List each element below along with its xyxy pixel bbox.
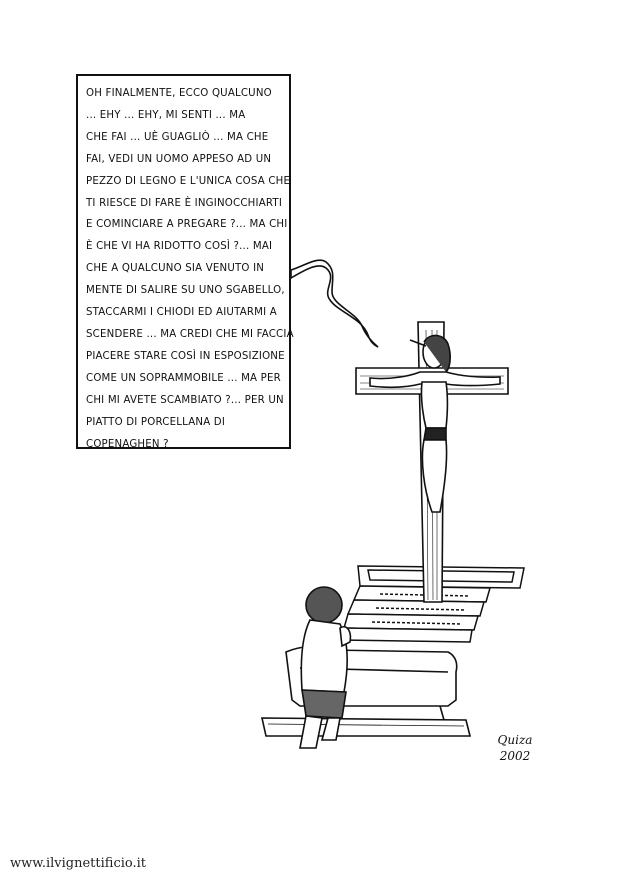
bubble-line: STACCARMI I CHIODI ED AIUTARMI A <box>86 307 277 319</box>
bubble-line: E COMINCIARE A PREGARE ?... MA CHI <box>86 219 288 231</box>
bubble-line: CHE FAI ... UÈ GUAGLIÒ ... MA CHE <box>86 131 269 143</box>
bubble-line: MENTE DI SALIRE SU UNO SGABELLO, <box>86 285 285 297</box>
bubble-line: PEZZO DI LEGNO E L'UNICA COSA CHE <box>86 175 291 187</box>
crucified-figure <box>370 335 500 512</box>
bubble-line: COPENAGHEN ? <box>86 438 169 450</box>
artist-signature <box>490 732 540 764</box>
signature-name: Quiza <box>497 733 533 747</box>
speech-bubble-tail <box>291 260 378 347</box>
bubble-line: OH FINALMENTE, ECCO QUALCUNO <box>86 88 272 99</box>
kneeler-bench <box>262 646 470 736</box>
bubble-line: PIATTO DI PORCELLANA DI <box>86 416 226 428</box>
bubble-line: PIACERE STARE COSÌ IN ESPOSIZIONE <box>86 350 285 362</box>
bubble-line: CHE A QUALCUNO SIA VENUTO IN <box>86 263 265 275</box>
bubble-line: È CHE VI HA RIDOTTO COSÌ ?... MAI <box>86 241 273 253</box>
bubble-line: SCENDERE ... MA CREDI CHE MI FACCIA <box>86 328 294 340</box>
speech-bubble-text <box>86 83 294 455</box>
bubble-line: CHI MI AVETE SCAMBIATO ?... PER UN <box>86 394 284 406</box>
signature-year: 2002 <box>499 749 531 763</box>
bubble-line: COME UN SOPRAMMOBILE ... MA PER <box>86 372 281 384</box>
bubble-line: TI RIESCE DI FARE È INGINOCCHIARTI <box>86 197 283 209</box>
footer-website-url: www.ilvignettificio.it <box>10 856 147 871</box>
bubble-line: ... EHY ... EHY, MI SENTI ... MA <box>86 109 246 121</box>
bubble-line: FAI, VEDI UN UOMO APPESO AD UN <box>86 153 272 165</box>
